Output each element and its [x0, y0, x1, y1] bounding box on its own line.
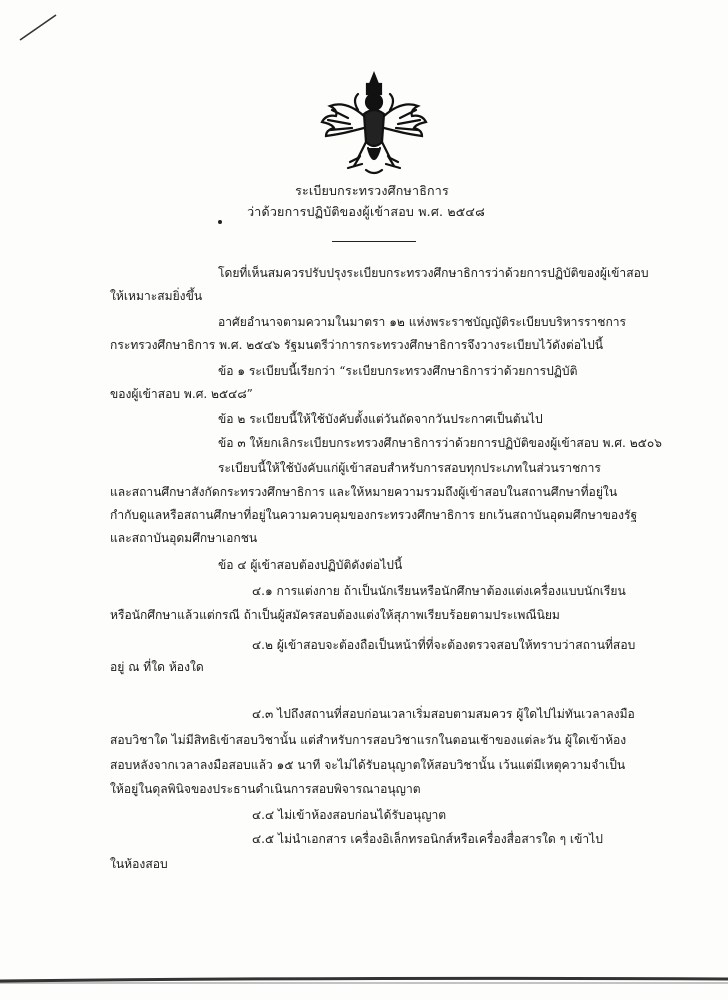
item-4-2-line-1: ๔.๒ ผู้เข้าสอบจะต้องถือเป็นหน้าที่ที่จะต้องตรวจสอบให้ทราบว่าสถานที่สอบ — [252, 638, 636, 652]
authority-line-2: กระทรวงศึกษาธิการ พ.ศ. ๒๕๔๖ รัฐมนตรีว่าการกระทรวงศึกษาธิการจึงวางระเบียบไว้ดังต่อไปนี้ — [110, 338, 604, 352]
clause-1-line-2: ของผู้เข้าสอบ พ.ศ. ๒๕๔๘” — [110, 387, 253, 401]
item-4-3-line-2: สอบวิชาใด ไม่มีสิทธิเข้าสอบวิชานั้น แต่สำหรับการสอบวิชาแรกในตอนเช้าของแต่ละวัน ผู้ใดเข้าห้อง — [110, 733, 627, 747]
item-4-5-line-1: ๔.๕ ไม่นำเอกสาร เครื่องอิเล็กทรอนิกส์หรือเครื่องสื่อสารใด ๆ เข้าไป — [252, 832, 603, 846]
item-4-2-line-2: อยู่ ณ ที่ใด ห้องใด — [110, 660, 204, 674]
preamble-line-2: ให้เหมาะสมยิ่งขึ้น — [110, 289, 203, 303]
scope-line-3: กำกับดูแลหรือสถานศึกษาที่อยู่ในความควบคุมของกระทรวงศึกษาธิการ ยกเว้นสถาบันอุดมศึกษาของรัฐ — [110, 508, 638, 522]
garuda-emblem-icon — [318, 70, 430, 178]
scan-dot-mark — [218, 220, 222, 224]
item-4-1-line-1: ๔.๑ การแต่งกาย ถ้าเป็นนักเรียนหรือนักศึกษาต้องแต่งเครื่องแบบนักเรียน — [252, 584, 626, 598]
scope-line-2: และสถานศึกษาสังกัดกระทรวงศึกษาธิการ และให้หมายความรวมถึงผู้เข้าสอบในสถานศึกษาที่อยู่ใน — [110, 485, 618, 499]
title-line-2: ว่าด้วยการปฏิบัติของผู้เข้าสอบ พ.ศ. ๒๕๔๘ — [247, 204, 485, 219]
scope-line-4: และสถาบันอุดมศึกษาเอกชน — [110, 531, 258, 545]
item-4-3-line-1: ๔.๓ ไปถึงสถานที่สอบก่อนเวลาเริ่มสอบตามสมควร ผู้ใดไปไม่ทันเวลาลงมือ — [252, 707, 635, 721]
title-line-1: ระเบียบกระทรวงศึกษาธิการ — [295, 183, 449, 198]
item-4-4: ๔.๔ ไม่เข้าห้องสอบก่อนได้รับอนุญาต — [252, 808, 447, 822]
item-4-1-line-2: หรือนักศึกษาแล้วแต่กรณี ถ้าเป็นผู้สมัครสอบต้องแต่งให้สุภาพเรียบร้อยตามประเพณีนิยม — [110, 608, 560, 622]
scan-bottom-edge — [0, 975, 728, 985]
clause-2: ข้อ ๒ ระเบียบนี้ให้ใช้บังคับตั้งแต่วันถัดจากวันประกาศเป็นต้นไป — [218, 412, 543, 426]
clause-4-intro: ข้อ ๔ ผู้เข้าสอบต้องปฏิบัติดังต่อไปนี้ — [218, 558, 403, 572]
authority-line-1: อาศัยอำนาจตามความในมาตรา ๑๒ แห่งพระราชบัญญัติระเบียบบริหารราชการ — [218, 315, 627, 329]
item-4-3-line-3: สอบหลังจากเวลาลงมือสอบแล้ว ๑๕ นาที จะไม่ได้รับอนุญาตให้สอบวิชานั้น เว้นแต่มีเหตุความจำเป็น — [110, 758, 626, 772]
clause-3: ข้อ ๓ ให้ยกเลิกระเบียบกระทรวงศึกษาธิการว่าด้วยการปฏิบัติของผู้เข้าสอบ พ.ศ. ๒๕๐๖ — [218, 436, 662, 450]
pen-stroke-mark — [18, 12, 58, 42]
preamble-line-1: โดยที่เห็นสมควรปรับปรุงระเบียบกระทรวงศึกษาธิการว่าด้วยการปฏิบัติของผู้เข้าสอบ — [218, 266, 649, 280]
title-underline — [332, 241, 416, 242]
scope-line-1: ระเบียบนี้ให้ใช้บังคับแก่ผู้เข้าสอบสำหรับการสอบทุกประเภทในส่วนราชการ — [218, 461, 601, 475]
item-4-5-line-2: ในห้องสอบ — [110, 857, 168, 871]
item-4-3-line-4: ให้อยู่ในดุลพินิจของประธานดำเนินการสอบพิจารณาอนุญาต — [110, 782, 421, 796]
clause-1-line-1: ข้อ ๑ ระเบียบนี้เรียกว่า “ระเบียบกระทรวงศึกษาธิการว่าด้วยการปฏิบัติ — [218, 364, 578, 378]
